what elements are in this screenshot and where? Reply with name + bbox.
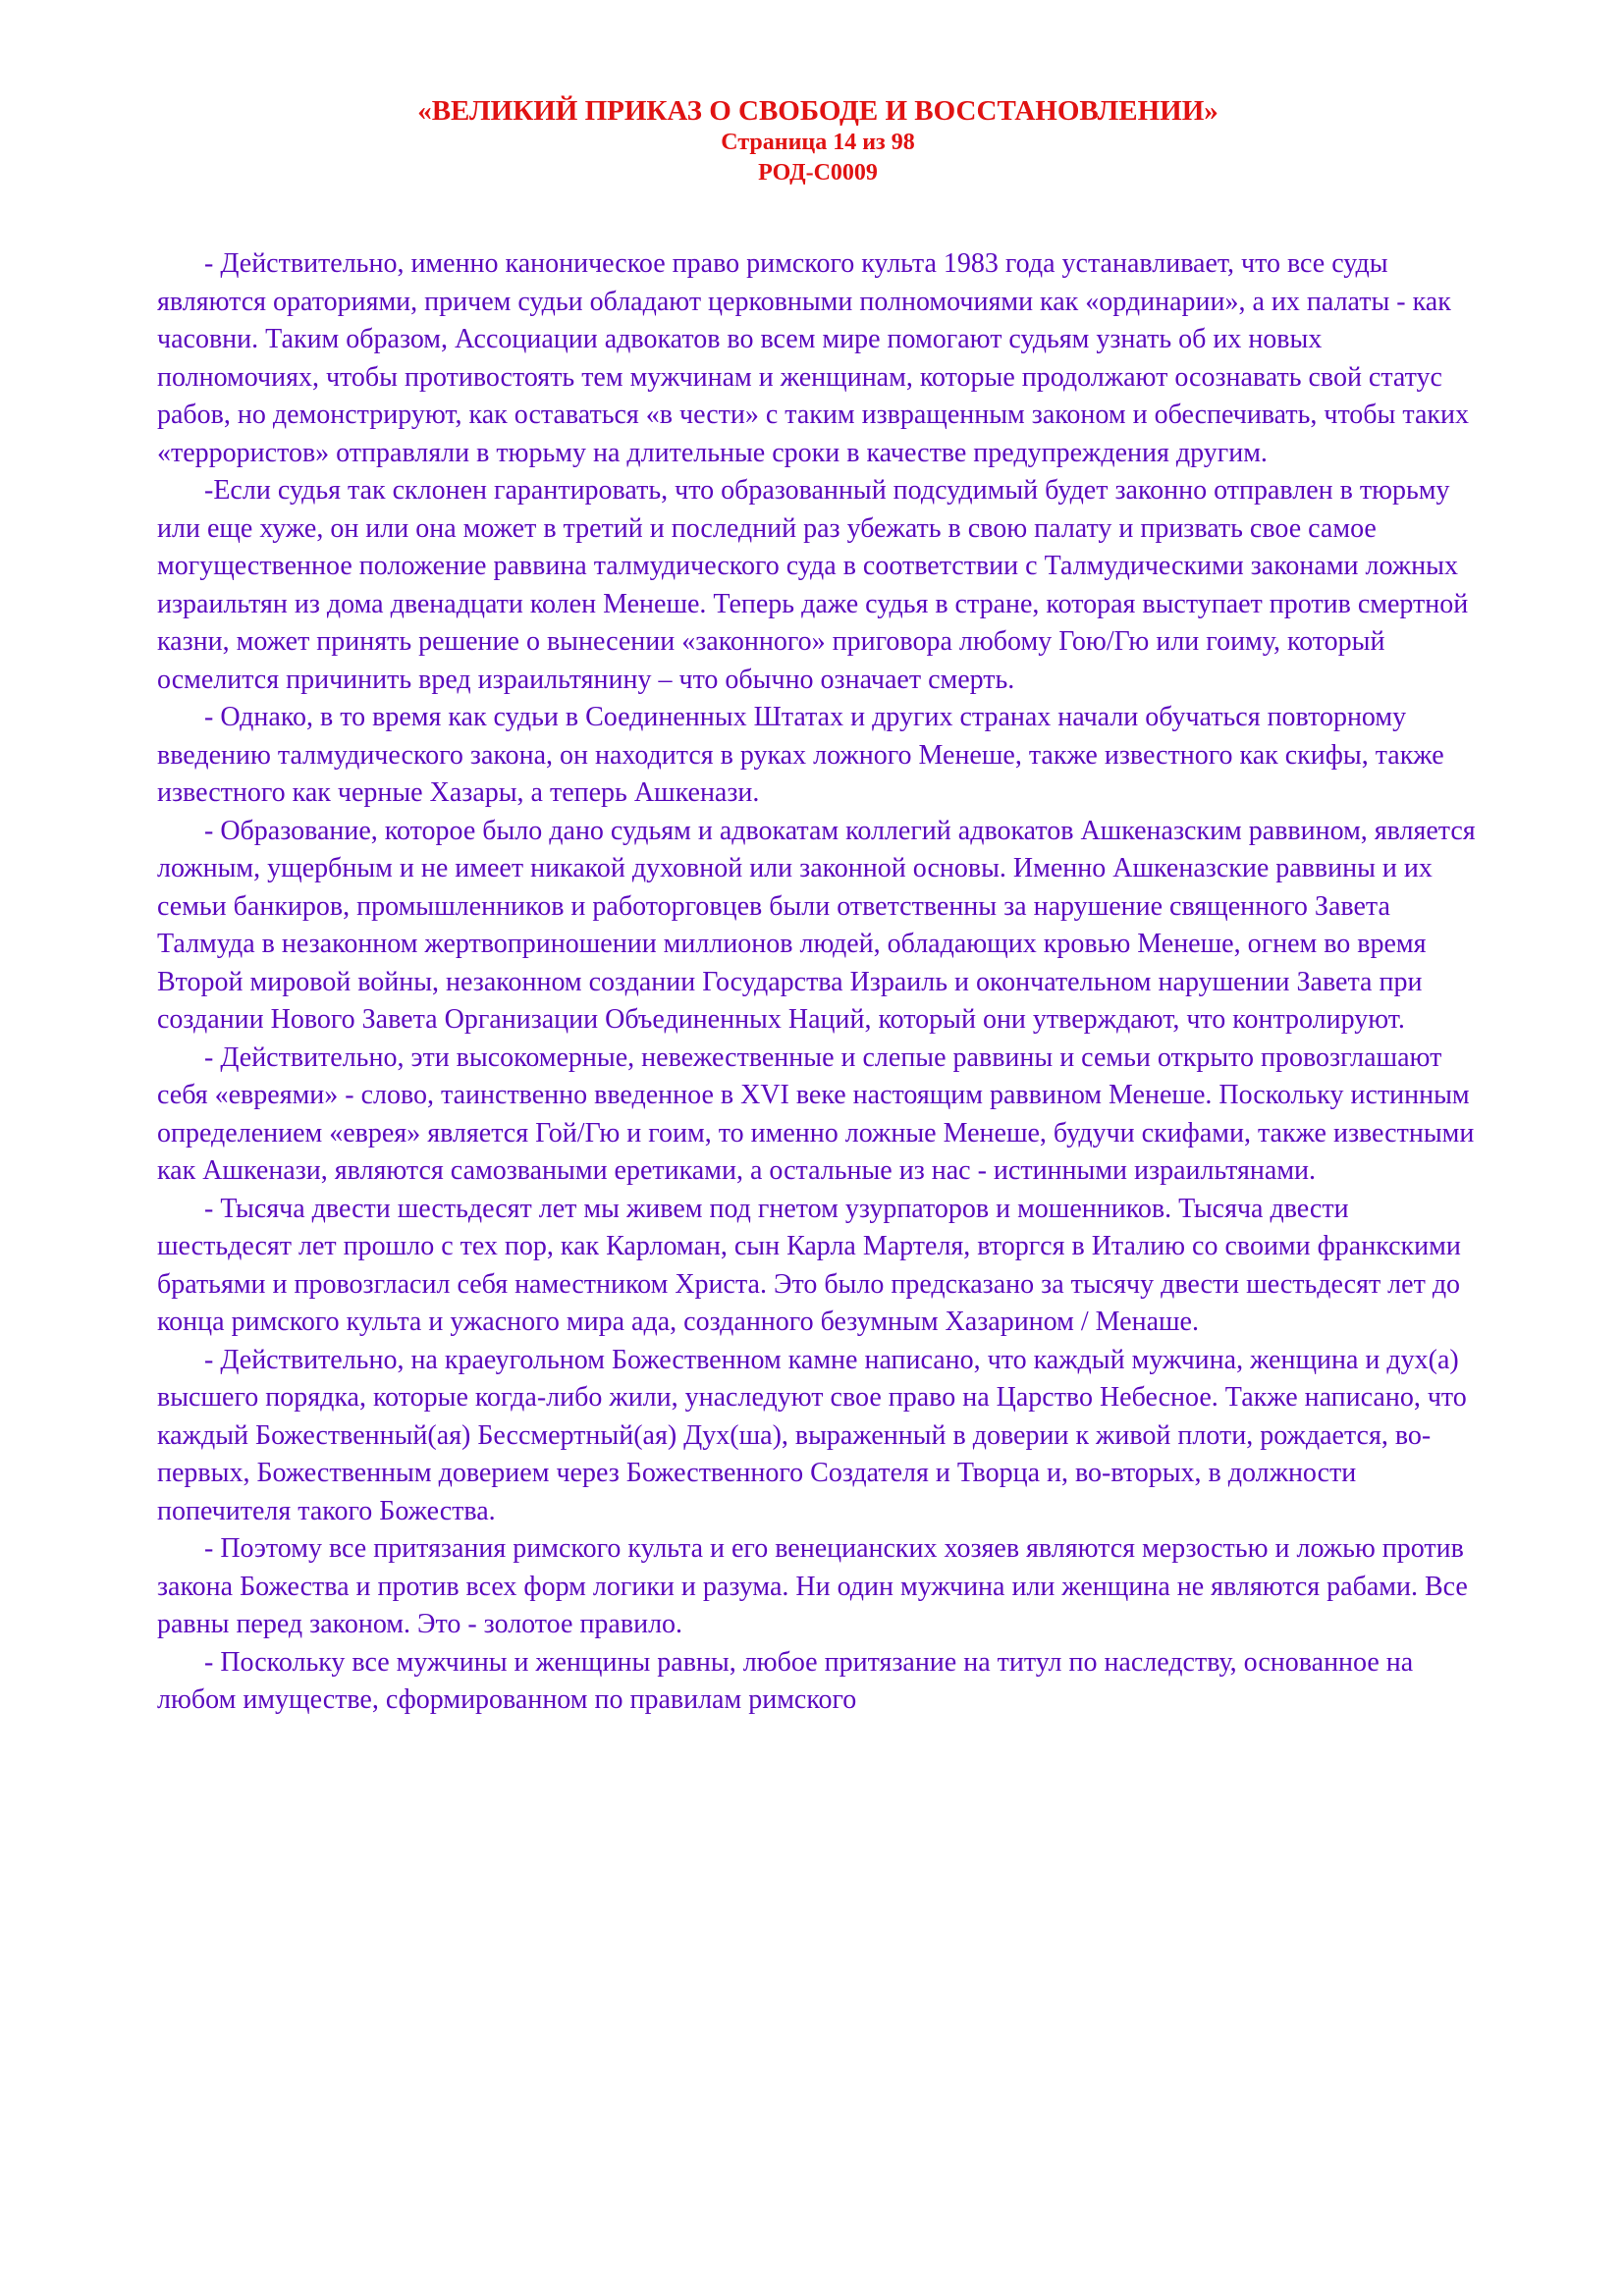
document-title: «ВЕЛИКИЙ ПРИКАЗ О СВОБОДЕ И ВОССТАНОВЛЕНИИ» (417, 95, 1218, 127)
paragraph: - Образование, которое было дано судьям и адвокатам коллегий адвокатов Ашкеназским раввином, является ложным, ущербным и не имеет никакой духовной или законной основы. Именно Ашкеназские раввины и их семьи банкиров, промышленников и работорговцев были ответственны за нарушение священного Завета Талмуда в незаконном жертвоприношении миллионов людей, обладающих кровью Менеше, огнем во время Второй мировой войны, незаконном создании Государства Израиль и окончательном нарушении Завета при создании Нового Завета Организации Объединенных Наций, который они утверждают, что контролируют. (157, 815, 1476, 1035)
paragraph: - Поэтому все притязания римского культа и его венецианских хозяев являются мерзостью и ложью против закона Божества и против всех форм логики и разума. Ни один мужчина или женщина не являются рабами. Все равны перед законом. Это - золотое правило. (157, 1533, 1468, 1639)
paragraph: - Действительно, эти высокомерные, невежественные и слепые раввины и семьи открыто провозглашают себя «евреями» - слово, таинственно введенное в XVI веке настоящим раввином Менеше. Поскольку истинным определением «еврея» является Гой/Гю и гоим, то именно ложные Менеше, будучи скифами, также известными как Ашкенази, являются самозваными еретиками, а остальные из нас - истинными израильтянами. (157, 1041, 1475, 1186)
page-indicator: Страница 14 из 98 (721, 130, 915, 155)
paragraph: - Действительно, на краеугольном Божественном камне написано, что каждый мужчина, женщина и дух(а) высшего порядка, которые когда-либо жили, унаследуют свое право на Царство Небесное. Также написано, что каждый Божественный(ая) Бессмертный(ая) Дух(ша), выраженный в доверии к живой плоти, рождается, во-первых, Божественным доверием через Божественного Создателя и Творца и, во-вторых, в должности попечителя такого Божества. (157, 1344, 1467, 1526)
paragraph: - Поскольку все мужчины и женщины равны, любое притязание на титул по наследству, основанное на любом имуществе, сформированном по правилам римского (157, 1646, 1414, 1715)
paragraph: -Если судья так склонен гарантировать, что образованный подсудимый будет законно отправлен в тюрьму или еще хуже, он или она может в третий и последний раз убежать в свою палату и призвать свое самое могущественное положение раввина талмудического суда в соответствии с Талмудическими законами ложных израильтян из дома двенадцати колен Менеше. Теперь даже судья в стране, которая выступает против смертной казни, может принять решение о вынесении «законного» приговора любому Гою/Гю или гоиму, который осмелится причинить вред израильтянину – что обычно означает смерть. (157, 475, 1469, 695)
paragraph: - Тысяча двести шестьдесят лет мы живем под гнетом узурпаторов и мошенников. Тысяча двести шестьдесят лет прошло с тех пор, как Карломан, сын Карла Мартеля, вторгся в Италию со своими франкскими братьями и провозгласил себя наместником Христа. Это было предсказано за тысячу двести шестьдесят лет до конца римского культа и ужасного мира ада, созданного безумным Хазарином / Менаше. (157, 1193, 1461, 1337)
document-header (157, 94, 1479, 188)
document-code: РОД-С0009 (758, 160, 878, 186)
paragraph: - Однако, в то время как судьи в Соединенных Штатах и других странах начали обучаться повторному введению талмудического закона, он находится в руках ложного Менеше, также известного как скифы, также известного как черные Хазары, а теперь Ашкенази. (157, 702, 1444, 808)
document-body (157, 245, 1479, 1720)
paragraph: - Действительно, именно каноническое право римского культа 1983 года устанавливает, что все суды являются ораториями, причем судьи обладают церковными полномочиями как «ординарии», а их палаты - как часовни. Таким образом, Ассоциации адвокатов во всем мире помогают судьям узнать об их новых полномочиях, чтобы противостоять тем мужчинам и женщинам, которые продолжают осознавать свой статус рабов, но демонстрируют, как оставаться «в чести» с таким извращенным законом и обеспечивать, чтобы таких «террористов» отправляли в тюрьму на длительные сроки в качестве предупреждения другим. (157, 248, 1469, 468)
